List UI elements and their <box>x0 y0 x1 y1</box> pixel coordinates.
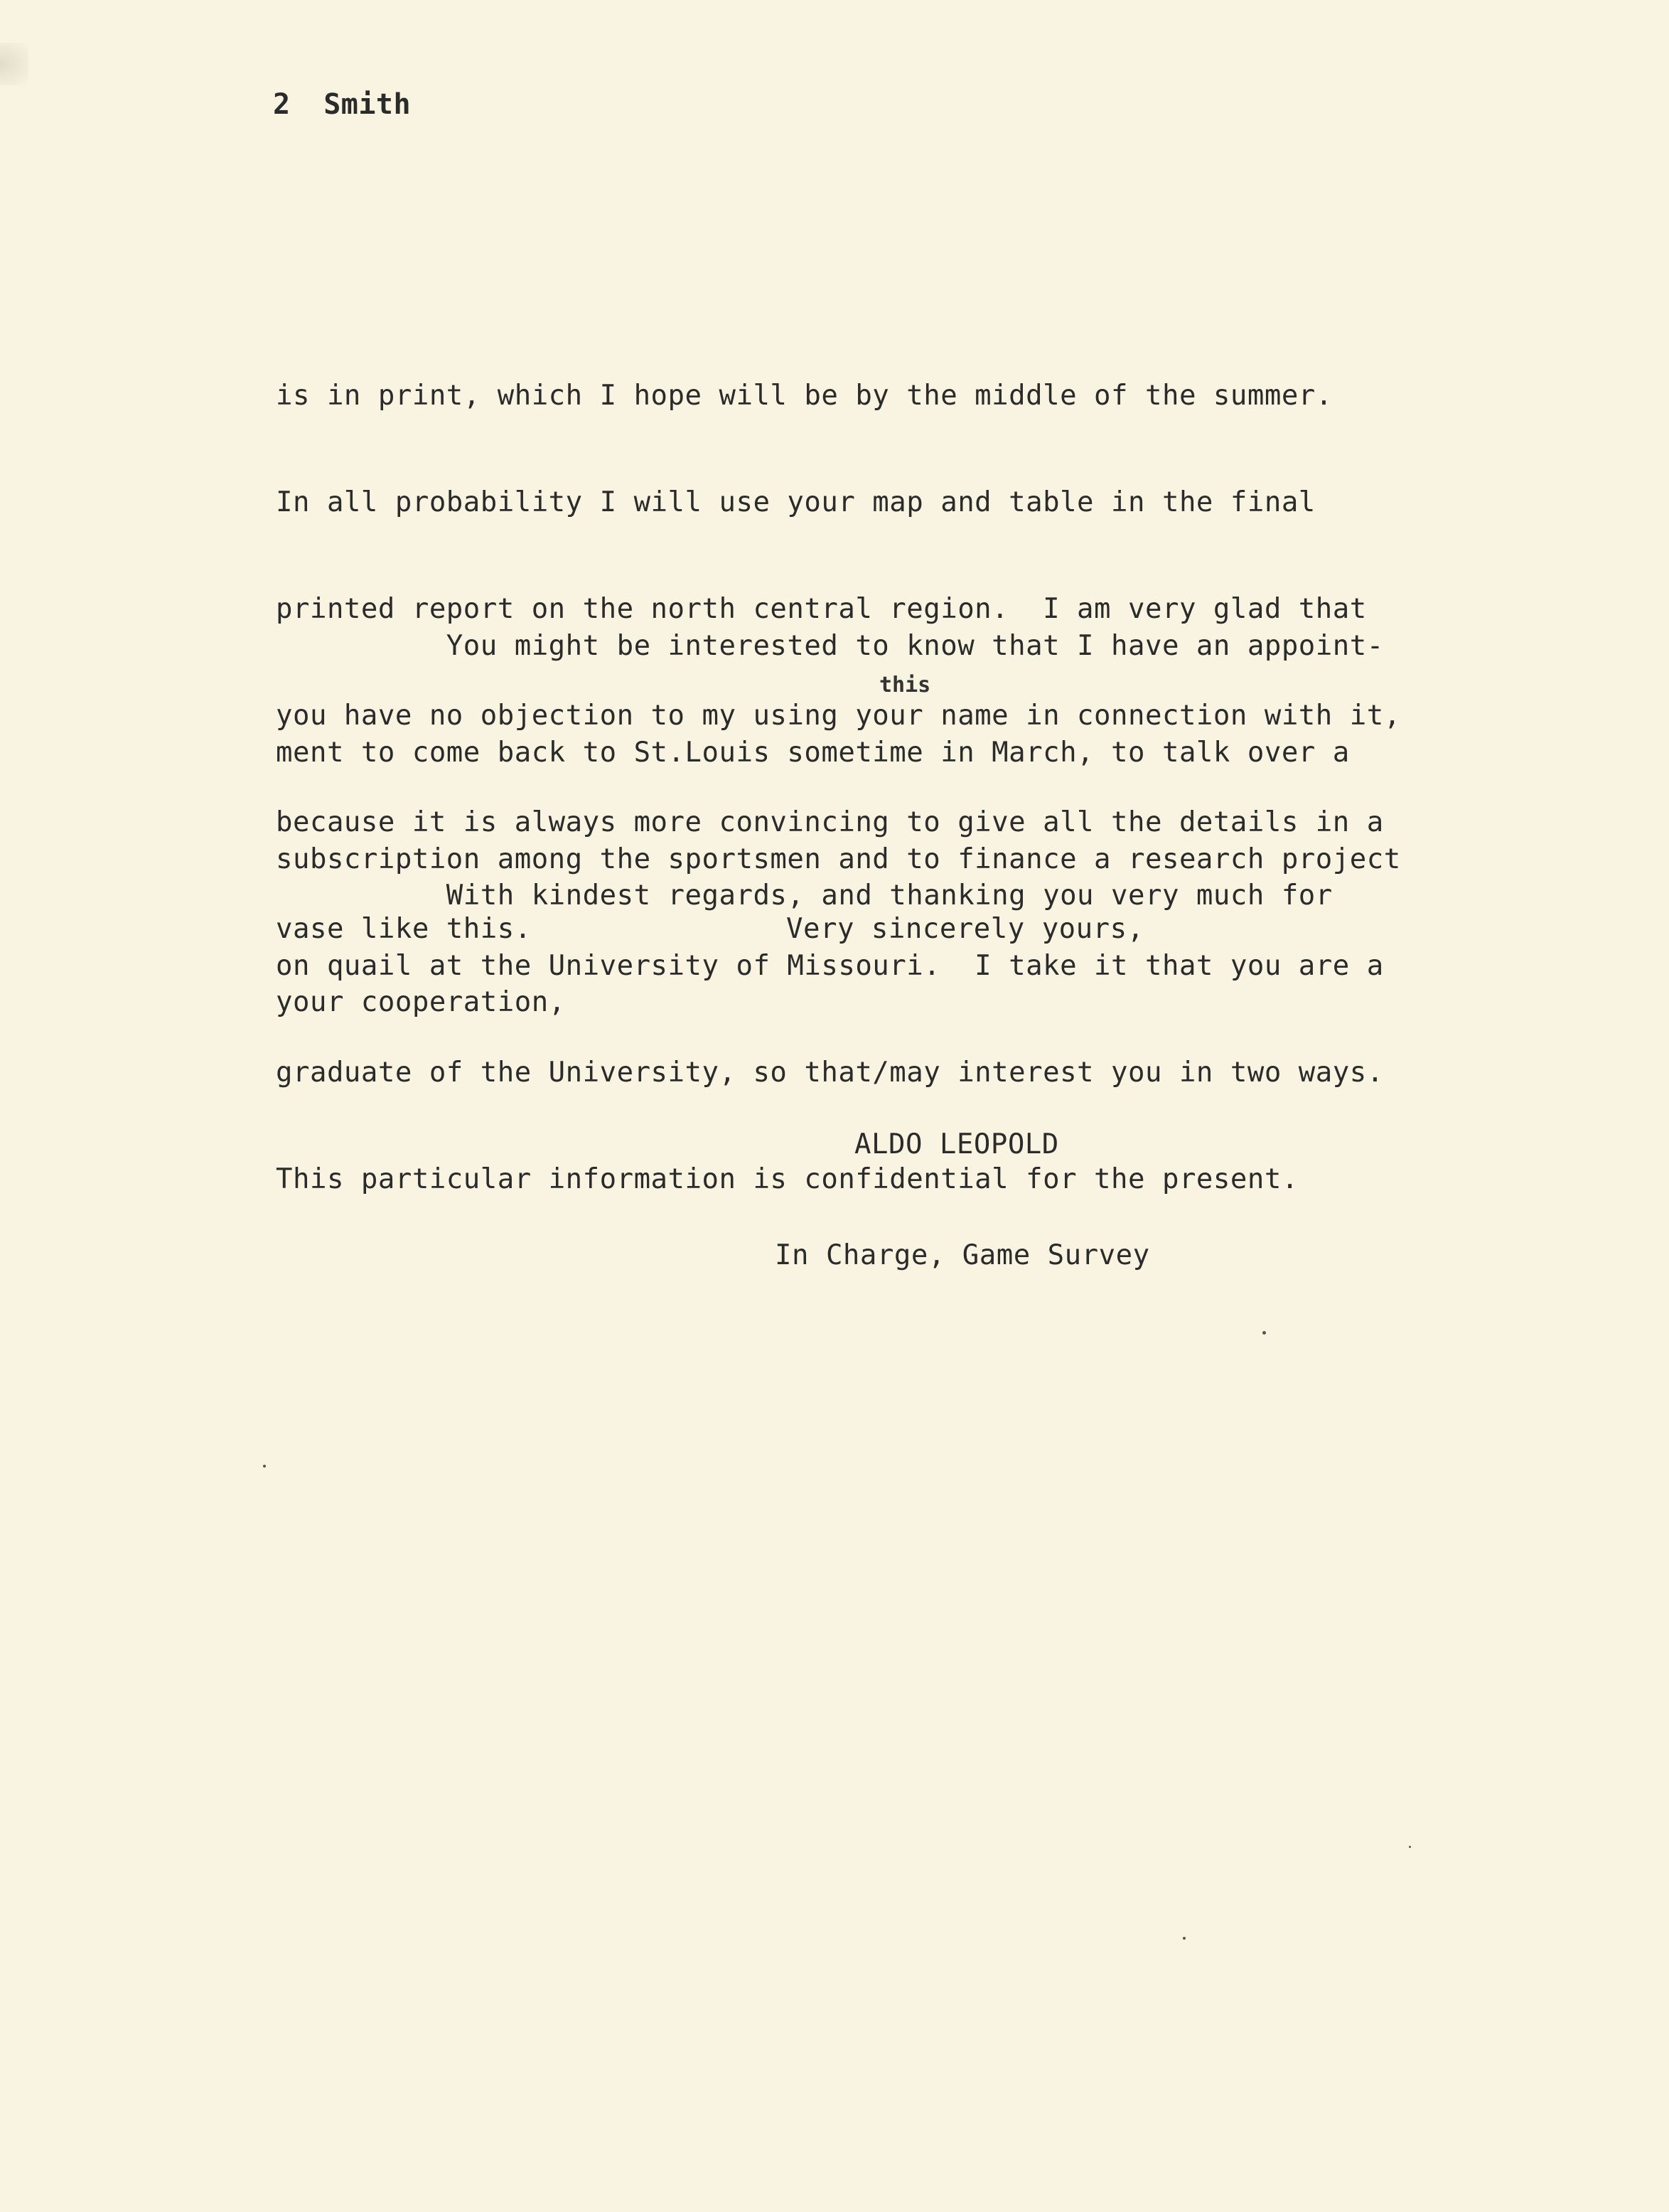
text-line: printed report on the north central region. I am very glad that <box>276 593 1367 625</box>
text-line: subscription among the sportsmen and to finance a research project <box>276 843 1401 875</box>
text-line: on quail at the University of Missouri. I take it that you are a <box>276 950 1384 982</box>
page-number: 2 <box>273 88 291 121</box>
interlineated-word: this <box>879 673 931 698</box>
text-line: In all probability I will use your map and table in the final <box>276 486 1316 518</box>
text-line: With kindest regards, and thanking you very much for <box>276 880 1333 912</box>
paper-edge-stain <box>0 43 28 85</box>
paper-speck <box>1409 1846 1411 1848</box>
page-header <box>273 88 411 121</box>
paper-speck <box>263 1465 266 1468</box>
text-line: your cooperation, <box>276 986 566 1018</box>
signatory-name: ALDO LEOPOLD <box>854 1128 1059 1160</box>
text-line: You might be interested to know that I have an appoint- <box>276 630 1384 662</box>
paper-speck <box>1183 1937 1186 1940</box>
text-line: is in print, which I hope will be by the middle of the summer. <box>276 380 1333 412</box>
text-line: vase like this. <box>276 913 532 945</box>
text-line: because it is always more convincing to give all the details in a <box>276 806 1384 838</box>
text-line: graduate of the University, so that/may interest you in two ways. <box>276 1057 1384 1089</box>
paragraph-3 <box>276 807 1333 1091</box>
text-line: ment to come back to St.Louis sometime in March, to talk over a <box>276 737 1350 769</box>
recipient-name: Smith <box>323 88 412 121</box>
signature-block <box>775 1052 1150 1348</box>
text-line: This particular information is confidential for the present. <box>276 1163 1299 1195</box>
signatory-title: In Charge, Game Survey <box>775 1239 1150 1271</box>
text-line: you have no objection to my using your name in connection with it, <box>276 700 1401 732</box>
complimentary-close: Very sincerely yours, <box>786 913 1144 945</box>
paper-speck <box>1262 1331 1266 1335</box>
